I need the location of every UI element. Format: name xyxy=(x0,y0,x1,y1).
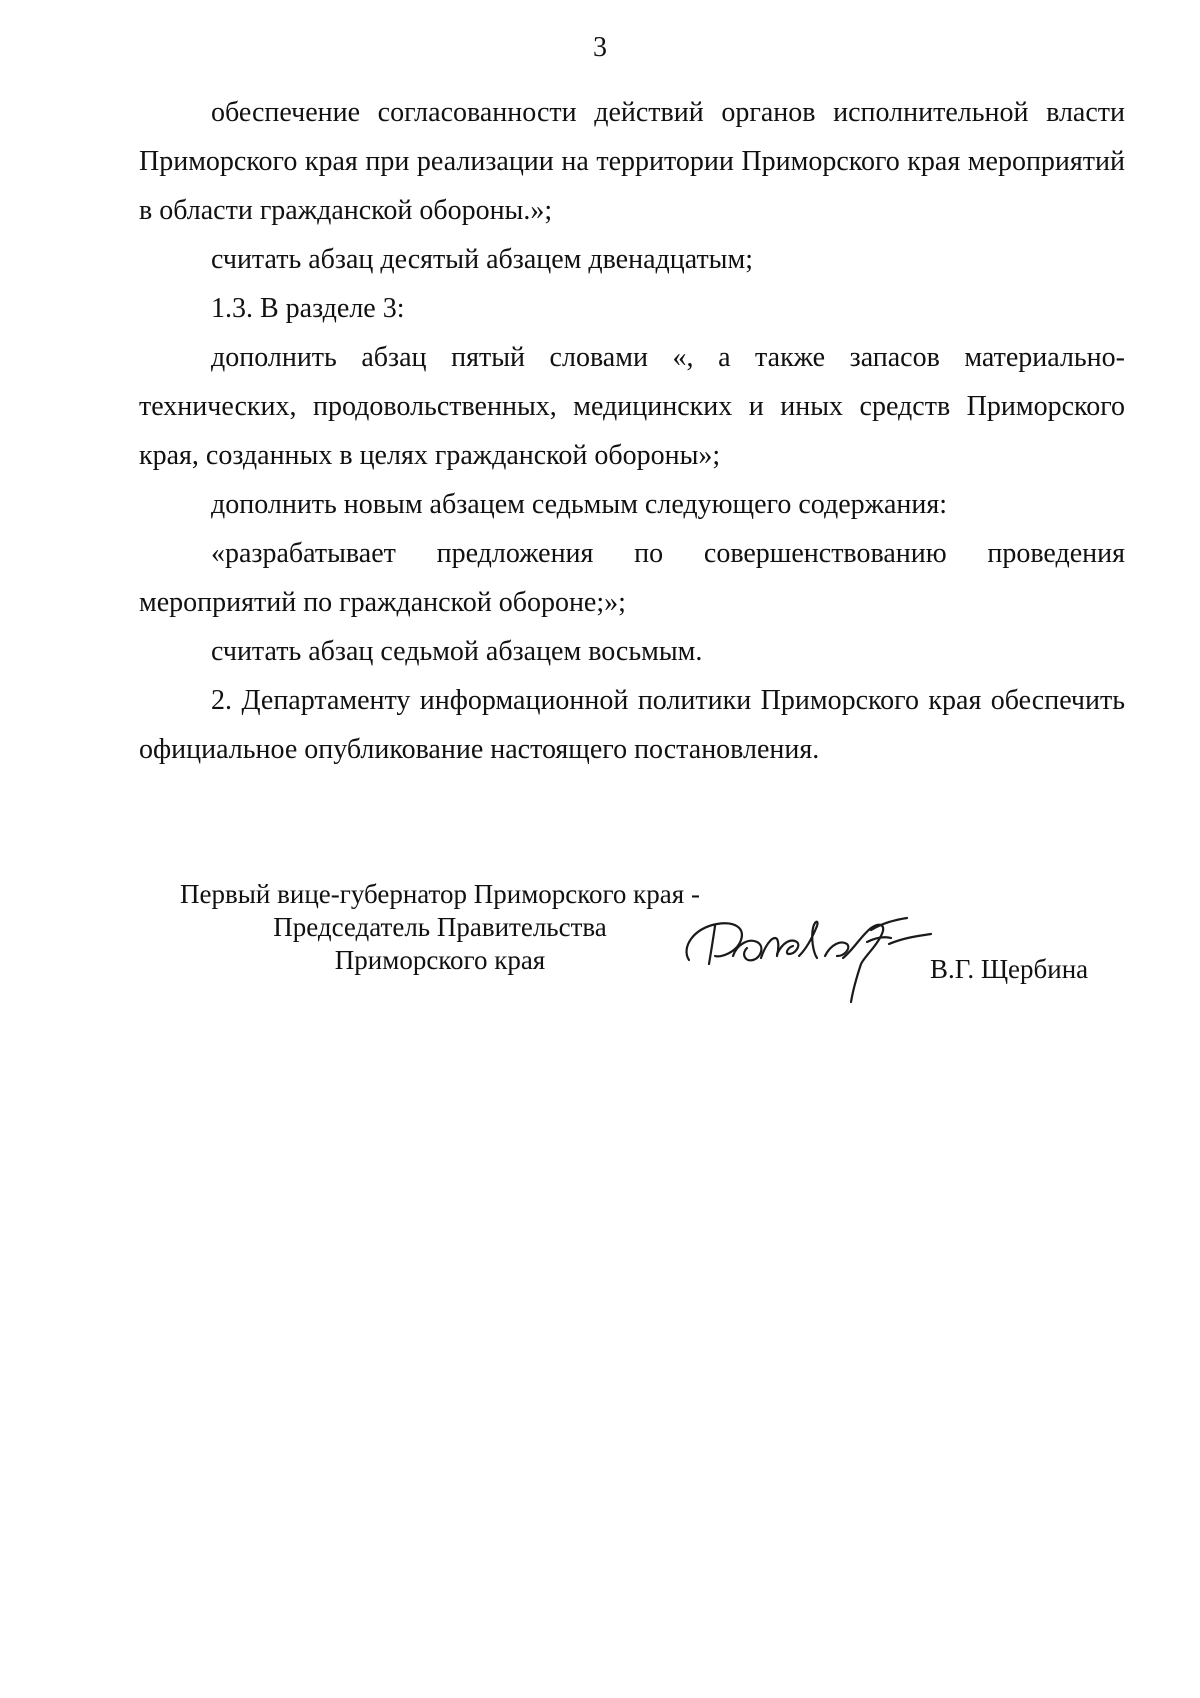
paragraph-2: считать абзац десятый абзацем двенадцатым; xyxy=(211,244,753,275)
paragraph-7: считать абзац седьмой абзацем восьмым. xyxy=(211,636,703,667)
paragraph-8: 2. Департаменту информационной политики Приморского края обеспечить официальное опубликование настоящего постановления. xyxy=(139,685,1125,765)
document-body xyxy=(139,88,1125,774)
page-number: 3 xyxy=(593,32,607,63)
signatory-title-line-1: Первый вице-губернатор Приморского края - xyxy=(180,879,700,909)
signatory-title xyxy=(140,878,740,977)
paragraph-5: дополнить новым абзацем седьмым следующего содержания: xyxy=(211,489,948,520)
signatory-title-line-3: Приморского края xyxy=(334,945,546,975)
paragraph-3: 1.3. В разделе 3: xyxy=(211,293,405,324)
paragraph-6: «разрабатывает предложения по совершенствованию проведения мероприятий по гражданской обороне;»; xyxy=(139,538,1125,618)
signatory-title-line-2: Председатель Правительства xyxy=(273,912,607,942)
paragraph-4: дополнить абзац пятый словами «, а также запасов материально-технических, продовольственных, медицинских и иных средств Приморского края, созданных в целях гражданской обороны»; xyxy=(139,342,1125,471)
signer-name: В.Г. Щербина xyxy=(930,954,1089,984)
signature-block xyxy=(140,878,1140,1018)
handwritten-signature xyxy=(675,898,935,1008)
paragraph-1: обеспечение согласованности действий органов исполнительной власти Приморского края при реализации на территории Приморского края мероприятий в области гражданской обороны.»; xyxy=(139,97,1125,226)
